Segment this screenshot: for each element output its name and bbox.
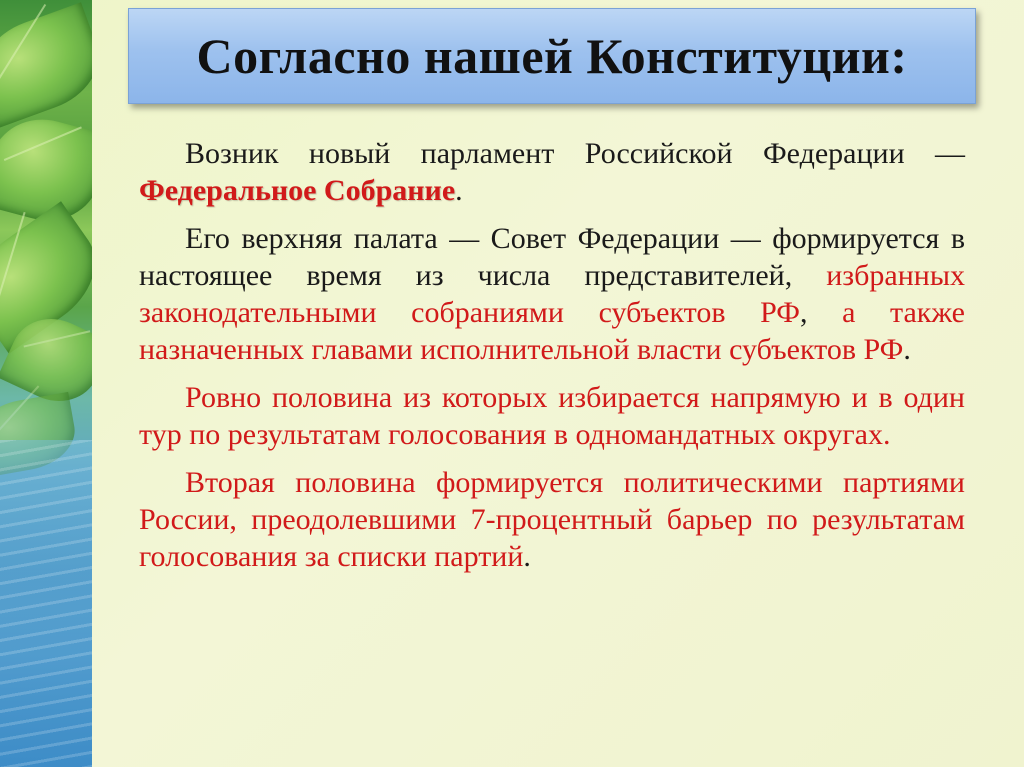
title-bar [128,8,976,104]
paragraph-parliament [139,135,965,209]
paragraph-second-half [139,464,965,575]
paragraph-first-half [139,379,965,453]
text-run-highlight: избранных законодательными собраниями субъектов РФ [139,259,965,329]
text-run-highlight: а также назначенных главами исполнительной власти субъектов РФ [139,296,965,366]
leaf-water-decoration [0,0,92,767]
text-run: Его верхняя палата — Совет Федерации — формируется в настоящее время из числа представителей, [139,222,965,292]
text-run: . [523,540,531,573]
text-run: Возник новый парламент Российской Федерации — [185,137,965,170]
text-run: , [799,296,843,329]
slide-body [139,135,965,586]
slide-title: Согласно нашей Конституции: [196,28,908,84]
text-run: . [903,333,911,366]
water-texture [0,440,92,767]
text-run-highlight: Ровно половина из которых избирается напрямую и в один тур по результатам голосования в одномандатных округах. [139,381,965,451]
text-run: . [455,174,463,207]
highlight-federal-assembly: Федеральное Собрание [139,174,456,207]
text-run-highlight: Вторая половина формируется политическими партиями России, преодолевшими 7-процентный барьер по результатам голосования за списки партий [139,466,965,573]
leaf-icon [0,2,92,128]
paragraph-upper-chamber [139,220,965,368]
